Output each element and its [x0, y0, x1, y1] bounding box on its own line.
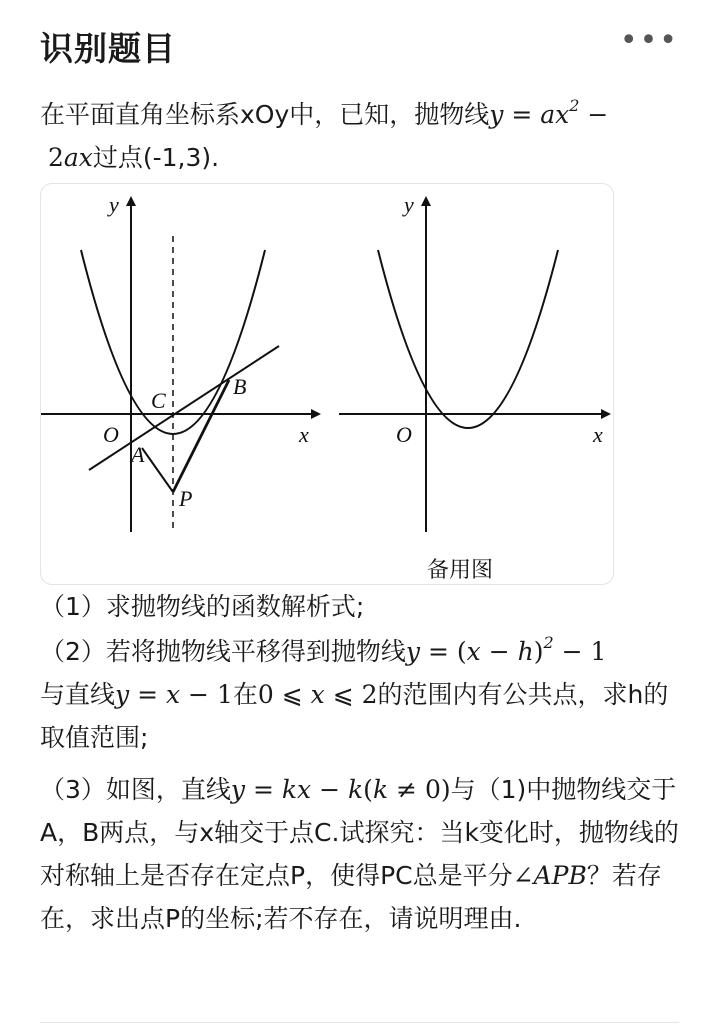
right-origin-label: O	[396, 422, 412, 447]
part3-prefix: （3）如图，直线	[40, 775, 231, 804]
part3-angle: ∠APB	[512, 861, 587, 890]
page-title: 识别题目	[40, 28, 176, 68]
part3-formula: y = kx − k(k ≠ 0)	[230, 775, 451, 804]
intro-text: 在平面直角坐标系xOy中，已知，抛物线	[40, 100, 490, 129]
left-origin-label: O	[103, 422, 119, 447]
backup-figure-caption: 备用图	[427, 558, 494, 583]
more-horizontal-icon[interactable]: •••	[619, 23, 679, 58]
question-part-1: （1）求抛物线的函数解析式;	[40, 592, 365, 621]
segment-pa	[142, 448, 173, 492]
right-y-label: y	[404, 192, 414, 217]
figure-svg	[41, 184, 613, 584]
right-parabola	[378, 250, 558, 428]
intro-formula: $y = ax^2$ − 2ax	[47, 96, 609, 172]
part2-formula: $y = (x - h)^2 - 1$	[405, 633, 607, 666]
part2-mid2: 在	[232, 680, 258, 709]
part3-suffix: ？若存在，求出点P的坐标;若不存在，请说明理由.	[40, 861, 662, 933]
left-y-label: y	[109, 192, 119, 217]
part2-line-formula: y = x − 1	[115, 680, 233, 709]
point-p-label: P	[179, 486, 193, 511]
problem-figure	[40, 183, 614, 585]
intro-after: 过点(-1,3).	[92, 143, 220, 172]
point-a-label: A	[131, 442, 145, 467]
part2-prefix: （2）若将抛物线平移得到抛物线	[40, 637, 406, 666]
question-part-3	[40, 768, 685, 940]
point-c-label: C	[151, 388, 166, 413]
point-b-label: B	[233, 374, 247, 399]
bottom-divider	[40, 1022, 679, 1023]
question-intro	[40, 93, 685, 179]
part3-mid: 与（1)中抛物线交于A，B两点，与x轴交于点C.试探究：当k变化时，抛物线的对称轴上是否存在定点P，使得PC总是平分	[40, 775, 679, 890]
part2-suffix: 的范围内有公共点，求h的取值范围;	[40, 680, 669, 752]
right-x-label: x	[593, 422, 603, 447]
left-x-label: x	[299, 422, 309, 447]
question-part-2	[40, 630, 685, 759]
part2-range: 0 ⩽ x ⩽ 2	[257, 680, 378, 709]
header	[40, 22, 679, 70]
part2-mid1: 与直线	[40, 680, 116, 709]
